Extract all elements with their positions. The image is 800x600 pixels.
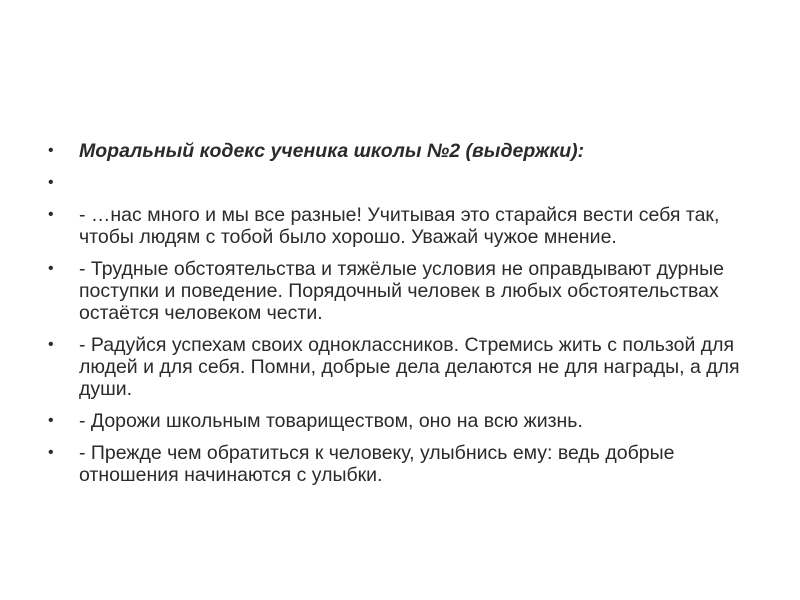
list-item [48,204,748,248]
heading-text: Моральный кодекс ученика школы №2 (выдержки): [79,140,585,162]
list-item-empty [48,172,748,194]
list-item [48,410,748,432]
bullet-icon: • [48,336,54,353]
list-item [48,258,748,324]
list-item-text: - Трудные обстоятельства и тяжёлые условия не оправдывают дурные поступки и поведение. Порядочный человек в любых обстоятельствах остаётся человеком чести. [79,258,724,324]
bullet-icon: • [48,142,54,159]
list-item-heading [48,140,748,162]
list-item [48,442,748,486]
bullet-icon: • [48,174,54,191]
bullet-list [48,140,748,496]
list-item-text: - Дорожи школьным товариществом, оно на всю жизнь. [79,410,583,432]
bullet-icon: • [48,260,54,277]
list-item [48,334,748,400]
bullet-icon: • [48,206,54,223]
list-item-text: - Радуйся успехам своих одноклассников. Стремись жить с пользой для людей и для себя. Помни, добрые дела делаются не для награды, а для души. [79,334,740,400]
bullet-icon: • [48,444,54,461]
list-item-text: - Прежде чем обратиться к человеку, улыбнись ему: ведь добрые отношения начинаются с улыбки. [79,442,675,486]
bullet-icon: • [48,412,54,429]
list-item-text: - …нас много и мы все разные! Учитывая это старайся вести себя так, чтобы людям с тобой было хорошо. Уважай чужое мнение. [79,204,720,248]
